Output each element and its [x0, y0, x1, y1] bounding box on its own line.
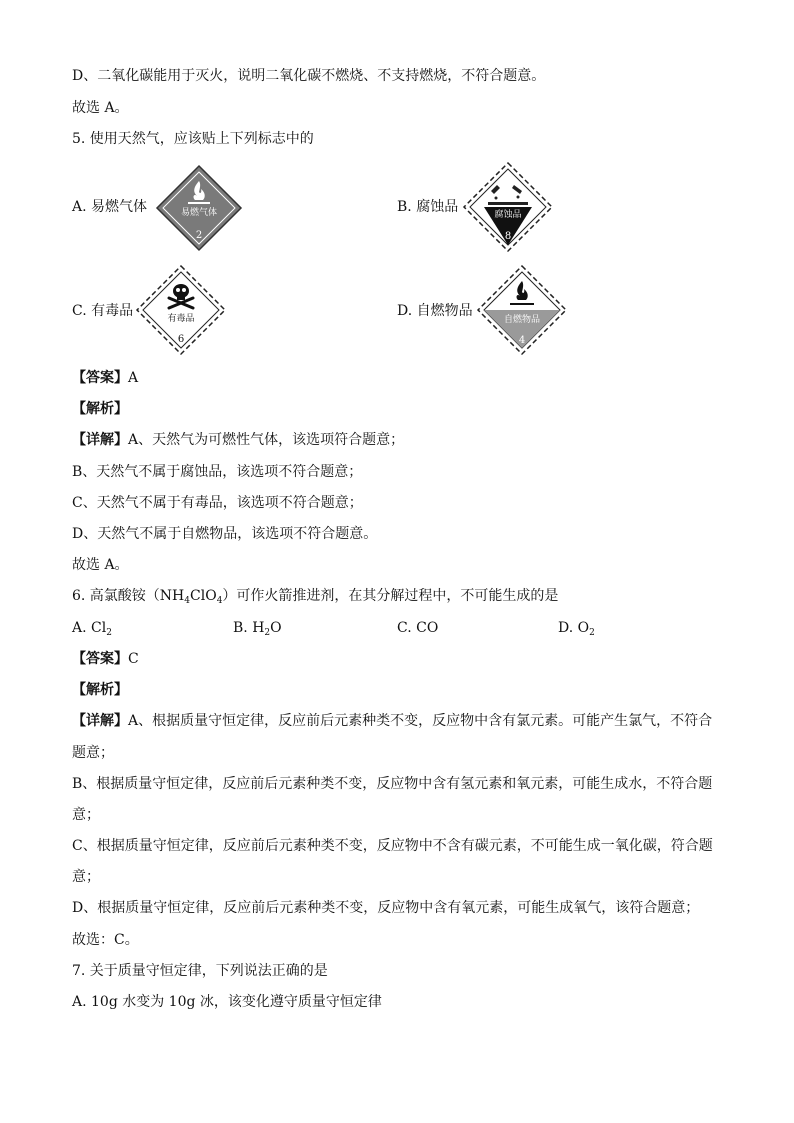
sign-spontaneous-combustion [476, 264, 568, 356]
detail-text: A、根据质量守恒定律，反应前后元素种类不变，反应物中含有氯元素。可能产生氯气，不符合 [128, 713, 713, 729]
detail-line: B、天然气不属于腐蚀品，该选项不符合题意； [72, 464, 363, 480]
detail-line [72, 431, 404, 449]
q6-option-d: D. $O_2$ [558, 620, 595, 638]
q6-option-a: A. $Cl_2$ [72, 620, 112, 638]
option-b-label: B. 腐蚀品 [397, 199, 459, 215]
sign-c-number: 6 [177, 334, 185, 345]
q6-option-b: B. $H_2O$ [233, 620, 282, 638]
answer-line [72, 650, 139, 668]
detail-tag: 【详解】 [72, 713, 128, 729]
text-line: 故选 A。 [72, 100, 129, 116]
detail-line: B、根据质量守恒定律，反应前后元素种类不变，反应物中含有氢元素和氧元素，可能生成水，不符合题 [72, 776, 713, 792]
q7-option-a: A. 10g 水变为 10g 冰，该变化遵守质量守恒定律 [72, 994, 382, 1010]
sign-toxic [135, 264, 227, 356]
analysis-tag: 【解析】 [72, 401, 128, 417]
detail-line: D、根据质量守恒定律，反应前后元素种类不变，反应物中含有氧元素，可能生成氧气，该符合题意； [72, 900, 700, 916]
option-c-label: C. 有毒品 [72, 303, 134, 319]
choose-line: 故选：C。 [72, 932, 139, 948]
sign-a-text: 易燃气体 [180, 208, 218, 218]
question-6: 6. 高氯酸铵$(NH_4ClO_4)$可作火箭推进剂，在其分解过程中，不可能生成的是 [72, 588, 559, 606]
detail-line [72, 712, 712, 730]
detail-tag: 【详解】 [72, 432, 128, 448]
question-5: 5. 使用天然气，应该贴上下列标志中的 [72, 131, 314, 147]
detail-line: 意； [72, 807, 100, 823]
answer-line [72, 369, 138, 387]
detail-line: 题意； [72, 745, 114, 761]
option-d-label: D. 自燃物品 [397, 303, 473, 319]
detail-line: C、根据质量守恒定律，反应前后元素种类不变，反应物中不含有碳元素，不可能生成一氧化碳，符合题 [72, 838, 713, 854]
answer-tag: 【答案】 [72, 370, 128, 386]
answer-value: C [128, 651, 139, 667]
sign-flammable-gas [154, 163, 244, 253]
choose-line: 故选 A。 [72, 557, 129, 573]
answer-tag: 【答案】 [72, 651, 128, 667]
sign-c-text: 有毒品 [167, 314, 195, 324]
detail-line: D、天然气不属于自燃物品，该选项不符合题意。 [72, 526, 378, 542]
detail-text: A、天然气为可燃性气体，该选项符合题意； [128, 432, 405, 448]
sign-a-number: 2 [195, 230, 203, 241]
analysis-tag: 【解析】 [72, 682, 128, 698]
sign-d-number: 4 [518, 335, 526, 346]
sign-d-text: 自燃物品 [503, 315, 541, 325]
detail-line: C、天然气不属于有毒品，该选项不符合题意； [72, 495, 363, 511]
sign-b-text: 腐蚀品 [494, 210, 522, 220]
sign-corrosive [462, 161, 554, 253]
answer-value: A [128, 370, 139, 386]
option-a-label: A. 易燃气体 [72, 199, 148, 215]
question-7: 7. 关于质量守恒定律，下列说法正确的是 [72, 963, 328, 979]
detail-line: 意； [72, 869, 100, 885]
sign-b-number: 8 [504, 231, 512, 242]
text-line: D、二氧化碳能用于灭火，说明二氧化碳不燃烧、不支持燃烧，不符合题意。 [72, 68, 546, 84]
q6-option-c: C. CO [397, 620, 439, 636]
